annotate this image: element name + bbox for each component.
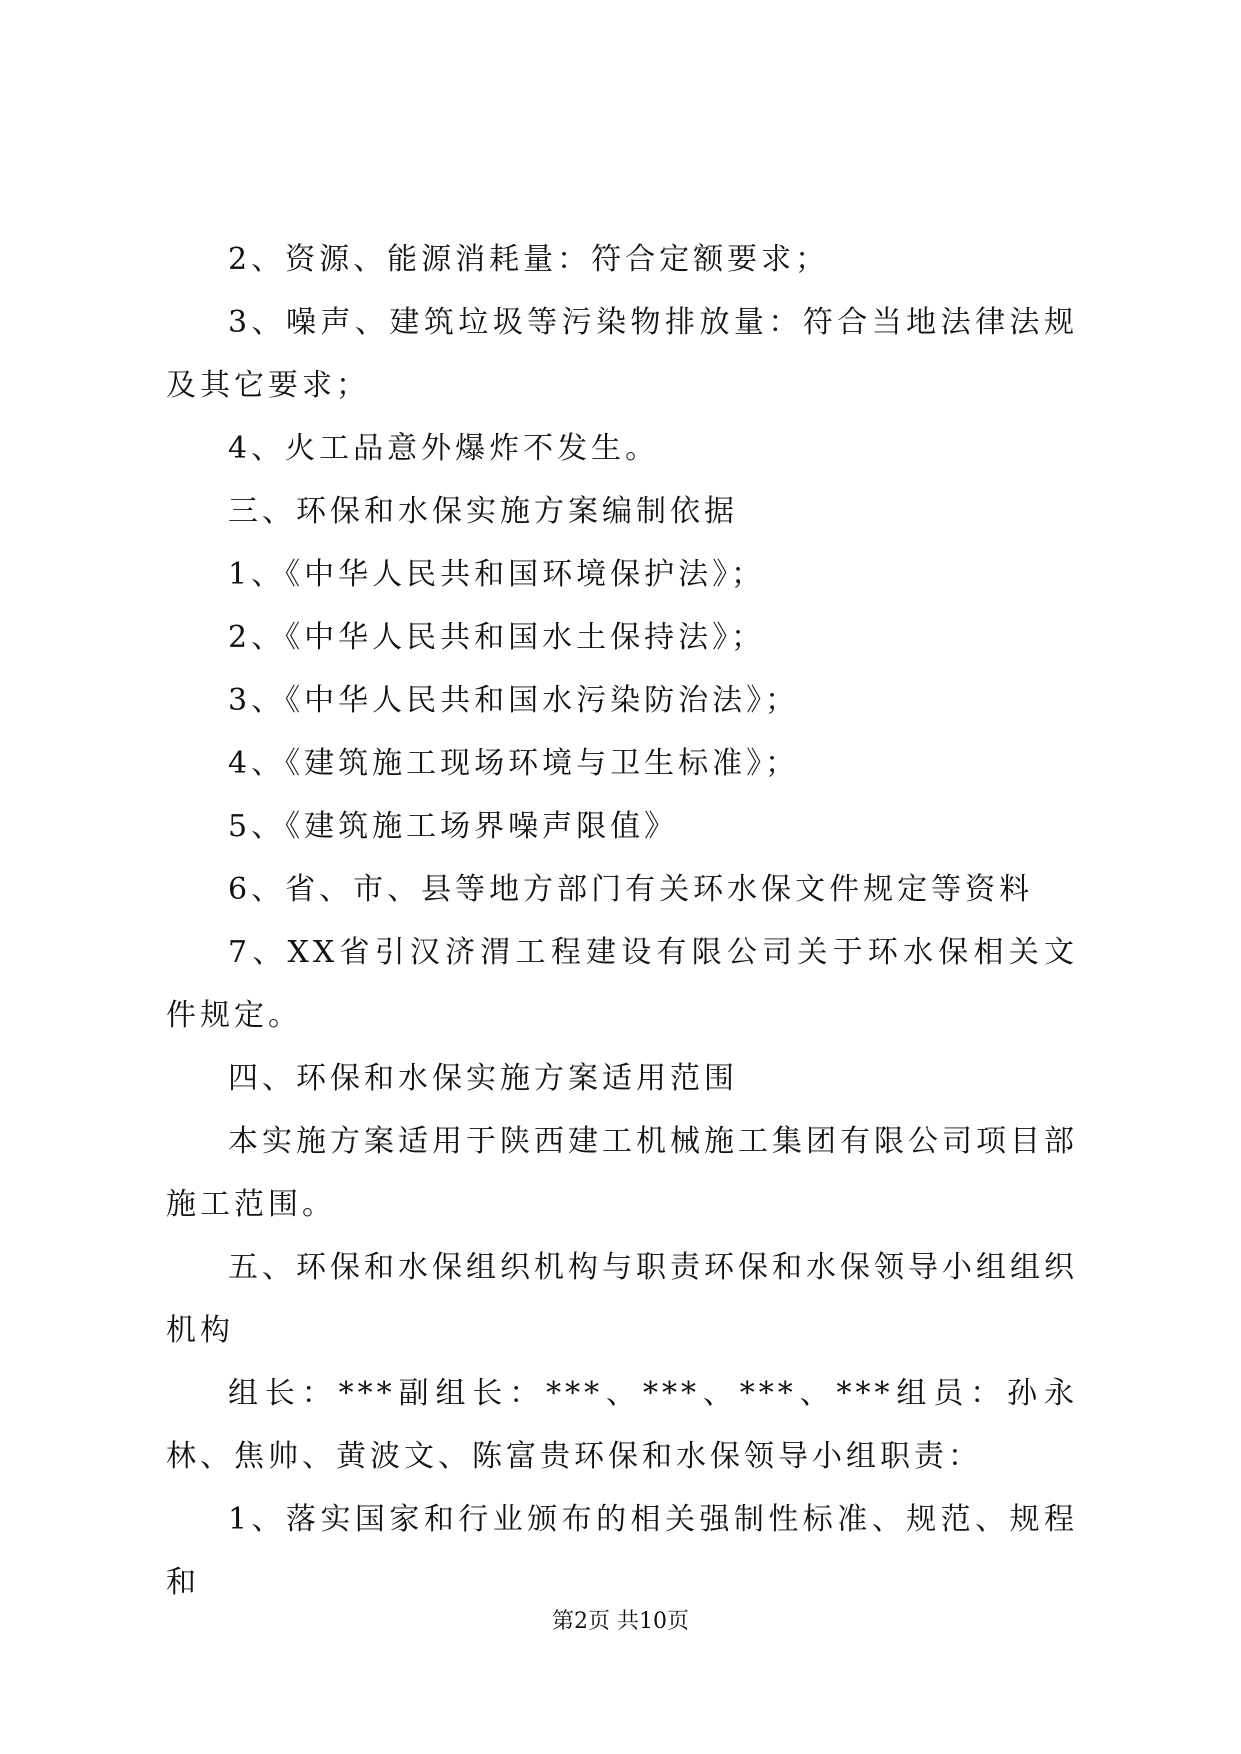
paragraph: 7、XX省引汉济渭工程建设有限公司关于环水保相关文件规定。 <box>166 935 1078 1033</box>
paragraph: 5、《建筑施工场界噪声限值》 <box>228 809 679 844</box>
paragraph: 2、《中华人民共和国水土保持法》； <box>228 620 766 655</box>
paragraph: 4、火工品意外爆炸不发生。 <box>228 431 660 466</box>
paragraph: 2、资源、能源消耗量：符合定额要求； <box>228 242 830 277</box>
paragraph: 3、噪声、建筑垃圾等污染物排放量：符合当地法律法规及其它要求； <box>166 305 1078 403</box>
paragraph: 1、落实国家和行业颁布的相关强制性标准、规范、规程和 <box>166 1502 1078 1600</box>
page-number-footer: 第2页 共10页 <box>552 1609 689 1634</box>
paragraph: 4、《建筑施工现场环境与卫生标准》； <box>228 746 800 781</box>
paragraph: 本实施方案适用于陕西建工机械施工集团有限公司项目部施工范围。 <box>166 1124 1078 1222</box>
section-heading: 五、环保和水保组织机构与职责环保和水保领导小组组织机构 <box>166 1250 1078 1348</box>
paragraph: 1、《中华人民共和国环境保护法》； <box>228 557 766 592</box>
section-heading: 三、环保和水保实施方案编制依据 <box>228 494 738 529</box>
paragraph: 组长：***副组长：***、***、***、***组员：孙永林、焦帅、黄波文、陈富贵环保和水保领导小组职责： <box>166 1376 1078 1474</box>
section-heading: 四、环保和水保实施方案适用范围 <box>228 1061 738 1096</box>
paragraph: 3、《中华人民共和国水污染防治法》； <box>228 683 800 718</box>
document-body <box>166 228 1078 1614</box>
paragraph: 6、省、市、县等地方部门有关环水保文件规定等资料 <box>228 872 1034 907</box>
